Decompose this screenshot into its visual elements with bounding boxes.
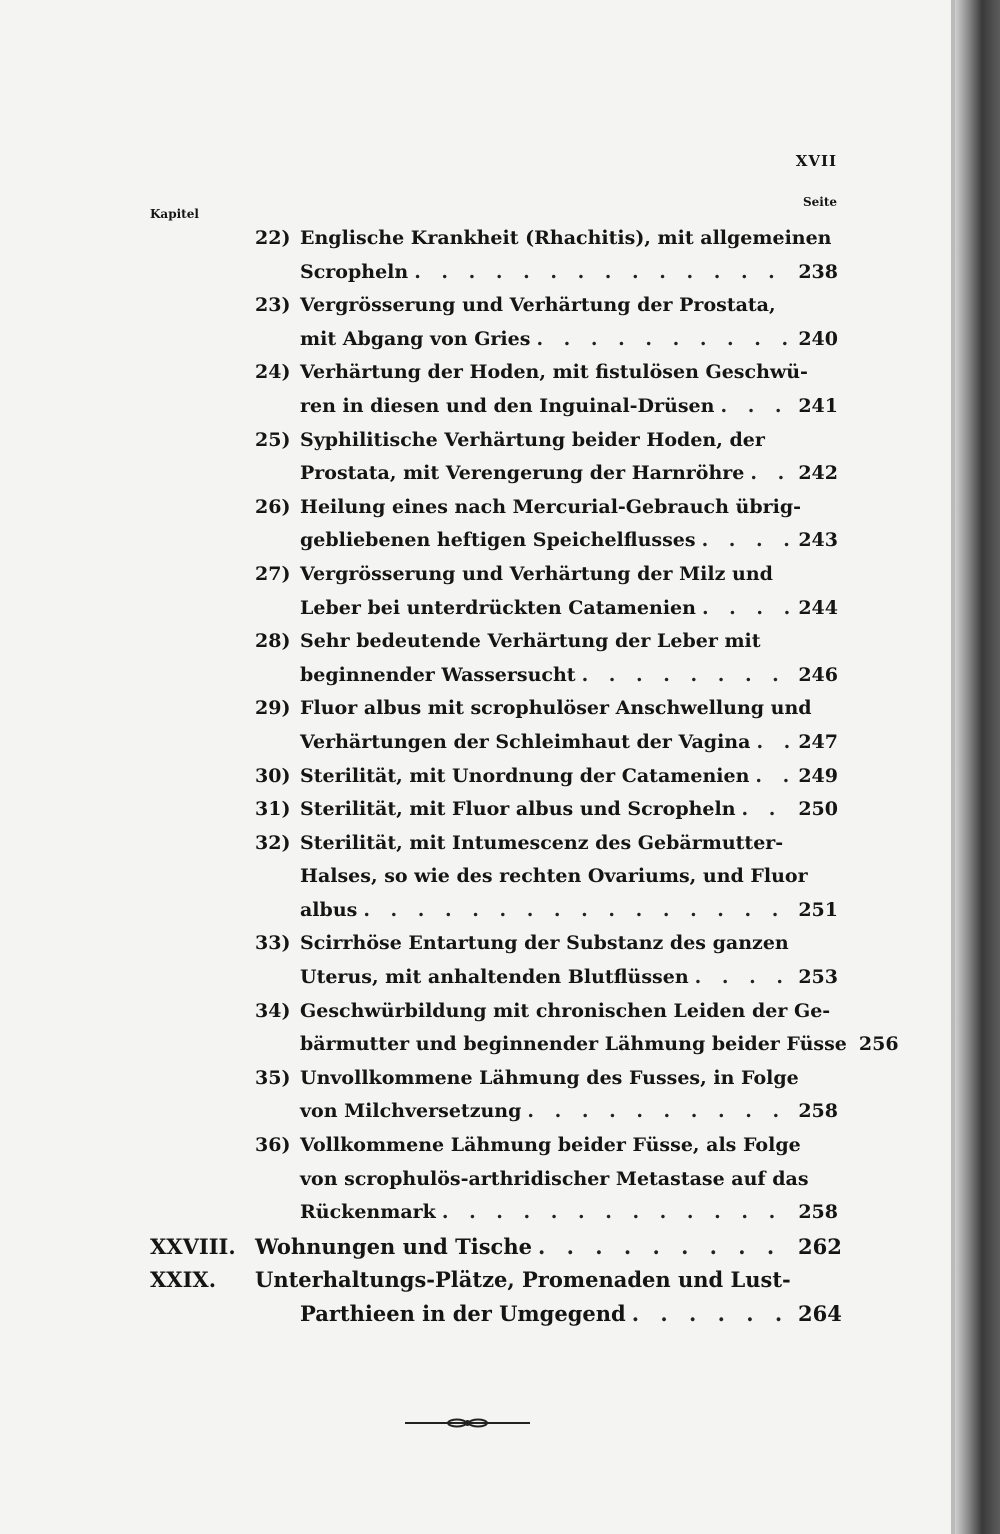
entry-title-text: Uterus, mit anhaltenden Blutflüssen [300, 966, 689, 989]
entry-page-number: 242 [798, 462, 838, 485]
entry-title-text: von scrophulös-arthridischer Metastase auf das [300, 1167, 809, 1190]
toc-entry [0, 692, 1000, 759]
entry-line [0, 1163, 1000, 1197]
entry-number: 29) [255, 697, 291, 720]
entry-line [0, 457, 1000, 491]
entry-title-text: Verhärtungen der Schleimhaut der Vagina [300, 730, 751, 753]
entry-line [0, 1028, 1000, 1062]
dot-leader [582, 659, 792, 693]
entry-page-number: 256 [858, 1033, 899, 1056]
entry-page-number: 262 [798, 1233, 842, 1259]
dot-leader [720, 390, 792, 424]
entry-line [0, 390, 1000, 424]
toc-entry [0, 760, 1000, 794]
toc-entry [0, 995, 1000, 1062]
entry-page-number: 238 [798, 260, 838, 283]
toc-entry [0, 424, 1000, 491]
entry-page-number: 246 [798, 663, 838, 686]
dot-leader [756, 726, 792, 760]
column-label-page: Seite [802, 195, 837, 209]
entry-page-number: 241 [798, 394, 838, 417]
entry-title-text: ren in diesen und den Inguinal-Drüsen [300, 394, 715, 417]
entry-line [0, 222, 1000, 256]
dot-leader [755, 760, 792, 794]
dot-leader [750, 457, 792, 491]
entry-title-text: Vollkommene Lähmung beider Füsse, als Folge [300, 1134, 801, 1157]
entry-line [0, 323, 1000, 357]
entry-line [0, 1062, 1000, 1096]
entry-number: 26) [255, 495, 291, 518]
toc-entry [0, 222, 1000, 289]
entry-title-text: Vergrösserung und Verhärtung der Milz und [300, 562, 773, 585]
entry-title-text: Rückenmark [300, 1201, 436, 1224]
dot-leader [363, 894, 792, 928]
entry-title-text: Fluor albus mit scrophulöser Anschwellung und [300, 697, 812, 720]
dot-leader [414, 256, 792, 290]
dot-leader [695, 961, 792, 995]
entry-number: 27) [255, 562, 291, 585]
entry-title-text: Sterilität, mit Unordnung der Catamenien [300, 764, 750, 787]
entry-number: 30) [255, 764, 291, 787]
entry-line [0, 592, 1000, 626]
entry-page-number: 258 [798, 1100, 838, 1123]
entry-title-text: Scropheln [300, 260, 409, 283]
entry-title-text: Leber bei unterdrückten Catamenien [300, 596, 696, 619]
entry-title-text: beginnender Wassersucht [300, 663, 576, 686]
entry-line [0, 1129, 1000, 1163]
entry-line [0, 256, 1000, 290]
entry-line [0, 659, 1000, 693]
entry-number: 28) [255, 630, 291, 653]
entry-line [0, 1297, 1000, 1331]
entry-page-number: 258 [798, 1201, 838, 1224]
entry-number: XXVIII. [150, 1233, 236, 1259]
entry-line [0, 424, 1000, 458]
table-of-contents [0, 222, 1000, 1331]
entry-title-text: Sterilität, mit Fluor albus und Scropheln [300, 798, 736, 821]
column-label-chapter: Kapitel [150, 207, 199, 221]
entry-page-number: 264 [798, 1301, 842, 1326]
entry-line [0, 1095, 1000, 1129]
entry-page-number: 247 [798, 730, 838, 753]
entry-page-number: 243 [798, 529, 838, 552]
entry-number: XXIX. [150, 1267, 217, 1293]
entry-title-text: gebliebenen heftigen Speichelflusses [300, 529, 696, 552]
entry-line [0, 860, 1000, 894]
entry-title-text: Halses, so wie des rechten Ovariums, und Fluor [300, 865, 808, 888]
entry-title-text: Scirrhöse Entartung der Substanz des ganzen [300, 932, 789, 955]
dot-leader [702, 524, 792, 558]
entry-page-number: 244 [798, 596, 838, 619]
toc-entry [0, 558, 1000, 625]
entry-number: 24) [255, 361, 291, 384]
entry-title-text: Sterilität, mit Intumescenz des Gebärmutter- [300, 831, 784, 854]
entry-page-number: 249 [798, 764, 838, 787]
entry-title-text: Verhärtung der Hoden, mit fistulösen Geschwü- [300, 361, 808, 384]
entry-line [0, 760, 1000, 794]
entry-line [0, 793, 1000, 827]
ornament-divider [405, 1418, 530, 1428]
entry-title-text: Prostata, mit Verengerung der Harnröhre [300, 462, 745, 485]
entry-title-text: von Milchversetzung [300, 1100, 522, 1123]
dot-leader [632, 1297, 792, 1331]
entry-line [0, 289, 1000, 323]
entry-line [0, 491, 1000, 525]
entry-number: 31) [255, 798, 291, 821]
entry-title-text: bärmutter und beginnender Lähmung beider Füsse [300, 1033, 847, 1056]
toc-entry [0, 356, 1000, 423]
entry-title-text: Unvollkommene Lähmung des Fusses, in Folge [300, 1066, 799, 1089]
entry-page-number: 253 [798, 966, 838, 989]
entry-number: 32) [255, 831, 291, 854]
entry-line [0, 927, 1000, 961]
entry-line [0, 726, 1000, 760]
entry-title-text: Wohnungen und Tische [255, 1233, 532, 1259]
entry-line [0, 827, 1000, 861]
entry-number: 34) [255, 999, 291, 1022]
dot-leader [527, 1095, 792, 1129]
entry-title-text: Englische Krankheit (Rhachitis), mit allgemeinen [300, 227, 832, 249]
toc-entry [0, 1129, 1000, 1230]
chapter-entry [0, 1230, 1000, 1264]
dot-leader [538, 1230, 792, 1264]
entry-title-text: albus [300, 898, 358, 921]
page-number: XVII [795, 152, 837, 170]
entry-line [0, 625, 1000, 659]
toc-entry [0, 289, 1000, 356]
entry-line [0, 692, 1000, 726]
toc-entry [0, 1062, 1000, 1129]
entry-title-text: Sehr bedeutende Verhärtung der Leber mit [300, 630, 761, 653]
entry-number: 23) [255, 294, 291, 317]
entry-line [0, 1196, 1000, 1230]
chapter-entry [0, 1263, 1000, 1330]
entry-title-text: Unterhaltungs-Plätze, Promenaden und Lust- [255, 1267, 791, 1293]
entry-title-text: mit Abgang von Gries [300, 327, 531, 350]
entry-number: 36) [255, 1134, 291, 1157]
entry-line [0, 558, 1000, 592]
dot-leader [536, 323, 792, 357]
entry-title-text: Syphilitische Verhärtung beider Hoden, der [300, 428, 765, 451]
toc-entry [0, 491, 1000, 558]
entry-line [0, 356, 1000, 390]
entry-number: 35) [255, 1066, 291, 1089]
entry-number: 33) [255, 932, 291, 955]
entry-line [0, 524, 1000, 558]
entry-line [0, 894, 1000, 928]
entry-title-text: Heilung eines nach Mercurial-Gebrauch übrig- [300, 495, 802, 518]
entry-number: 22) [255, 227, 291, 249]
entry-page-number: 250 [798, 798, 838, 821]
entry-page-number: 251 [798, 898, 838, 921]
dot-leader [442, 1196, 792, 1230]
toc-entry [0, 827, 1000, 928]
entry-title-text: Vergrösserung und Verhärtung der Prostata, [300, 294, 776, 317]
toc-entry [0, 927, 1000, 994]
toc-entry [0, 625, 1000, 692]
entry-line [0, 961, 1000, 995]
entry-title-text: Geschwürbildung mit chronischen Leiden der Ge- [300, 999, 831, 1022]
toc-entry [0, 793, 1000, 827]
dot-leader [702, 592, 792, 626]
entry-line [0, 995, 1000, 1029]
entry-page-number: 240 [798, 327, 838, 350]
entry-title-text: Parthieen in der Umgegend [300, 1301, 626, 1326]
entry-number: 25) [255, 428, 291, 451]
dot-leader [742, 793, 792, 827]
